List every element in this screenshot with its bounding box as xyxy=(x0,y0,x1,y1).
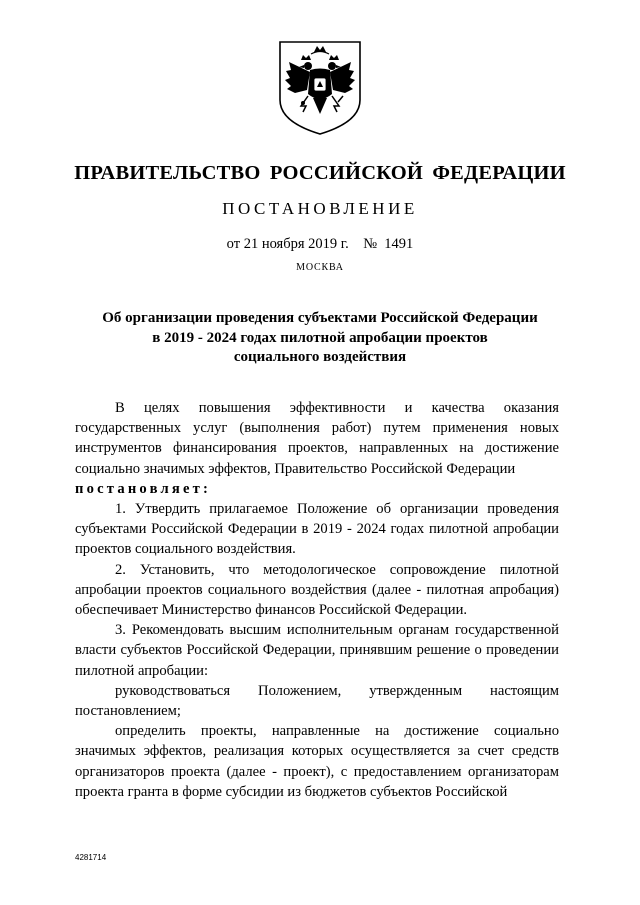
coat-of-arms-icon xyxy=(277,40,363,136)
city: МОСКВА xyxy=(296,262,344,273)
paragraph-3a: руководствоваться Положением, утвержденным настоящим постановлением; xyxy=(75,682,559,720)
date-number-line xyxy=(0,236,640,253)
resolves-line xyxy=(75,479,559,499)
document-date: от 21 ноября 2019 г. xyxy=(226,236,349,252)
paragraph-3: 3. Рекомендовать высшим исполнительным органам государственной власти субъектов Российской Федерации, принявшим решение о проведении пилотной апробации: xyxy=(75,622,559,679)
document-heading xyxy=(80,309,560,368)
document-number: № 1491 xyxy=(363,236,414,252)
paragraph-2: 2. Установить, что методологическое сопровождение пилотной апробации проектов социального воздействия (далее - пилотная апробация) обеспечивает Министерство финансов Российской Федерации. xyxy=(75,561,559,619)
footer-code: 4281714 xyxy=(75,853,107,862)
document-type: ПОСТАНОВЛЕНИЕ xyxy=(222,199,418,218)
government-title: ПРАВИТЕЛЬСТВО РОССИЙСКОЙ ФЕДЕРАЦИИ xyxy=(74,162,566,184)
heading-line: Об организации проведения субъектами Российской Федерации xyxy=(102,310,538,326)
heading-line: социального воздействия xyxy=(233,349,407,365)
paragraph-3b: определить проекты, направленные на достижение социально значимых эффектов, реализация которых осуществляется за счет средств организаторов проекта (далее - проект), с предоставлением организаторам проекта гранта в форме субсидии из бюджетов субъектов Российской xyxy=(75,723,559,800)
document-body xyxy=(75,398,559,802)
paragraph-1: 1. Утвердить прилагаемое Положение об организации проведения субъектами Российской Федерации в 2019 - 2024 годах пилотной апробации проектов социального воздействия. xyxy=(75,501,559,558)
resolves-word: постановляет: xyxy=(75,480,212,497)
heading-line: в 2019 - 2024 годах пилотной апробации проектов xyxy=(152,329,488,346)
intro-paragraph: В целях повышения эффективности и качества оказания государственных услуг (выполнения работ) путем применения новых инструментов финансирования проектов, направленных на достижение социально значимых эффектов, Правительство Российской Федерации xyxy=(75,400,559,477)
